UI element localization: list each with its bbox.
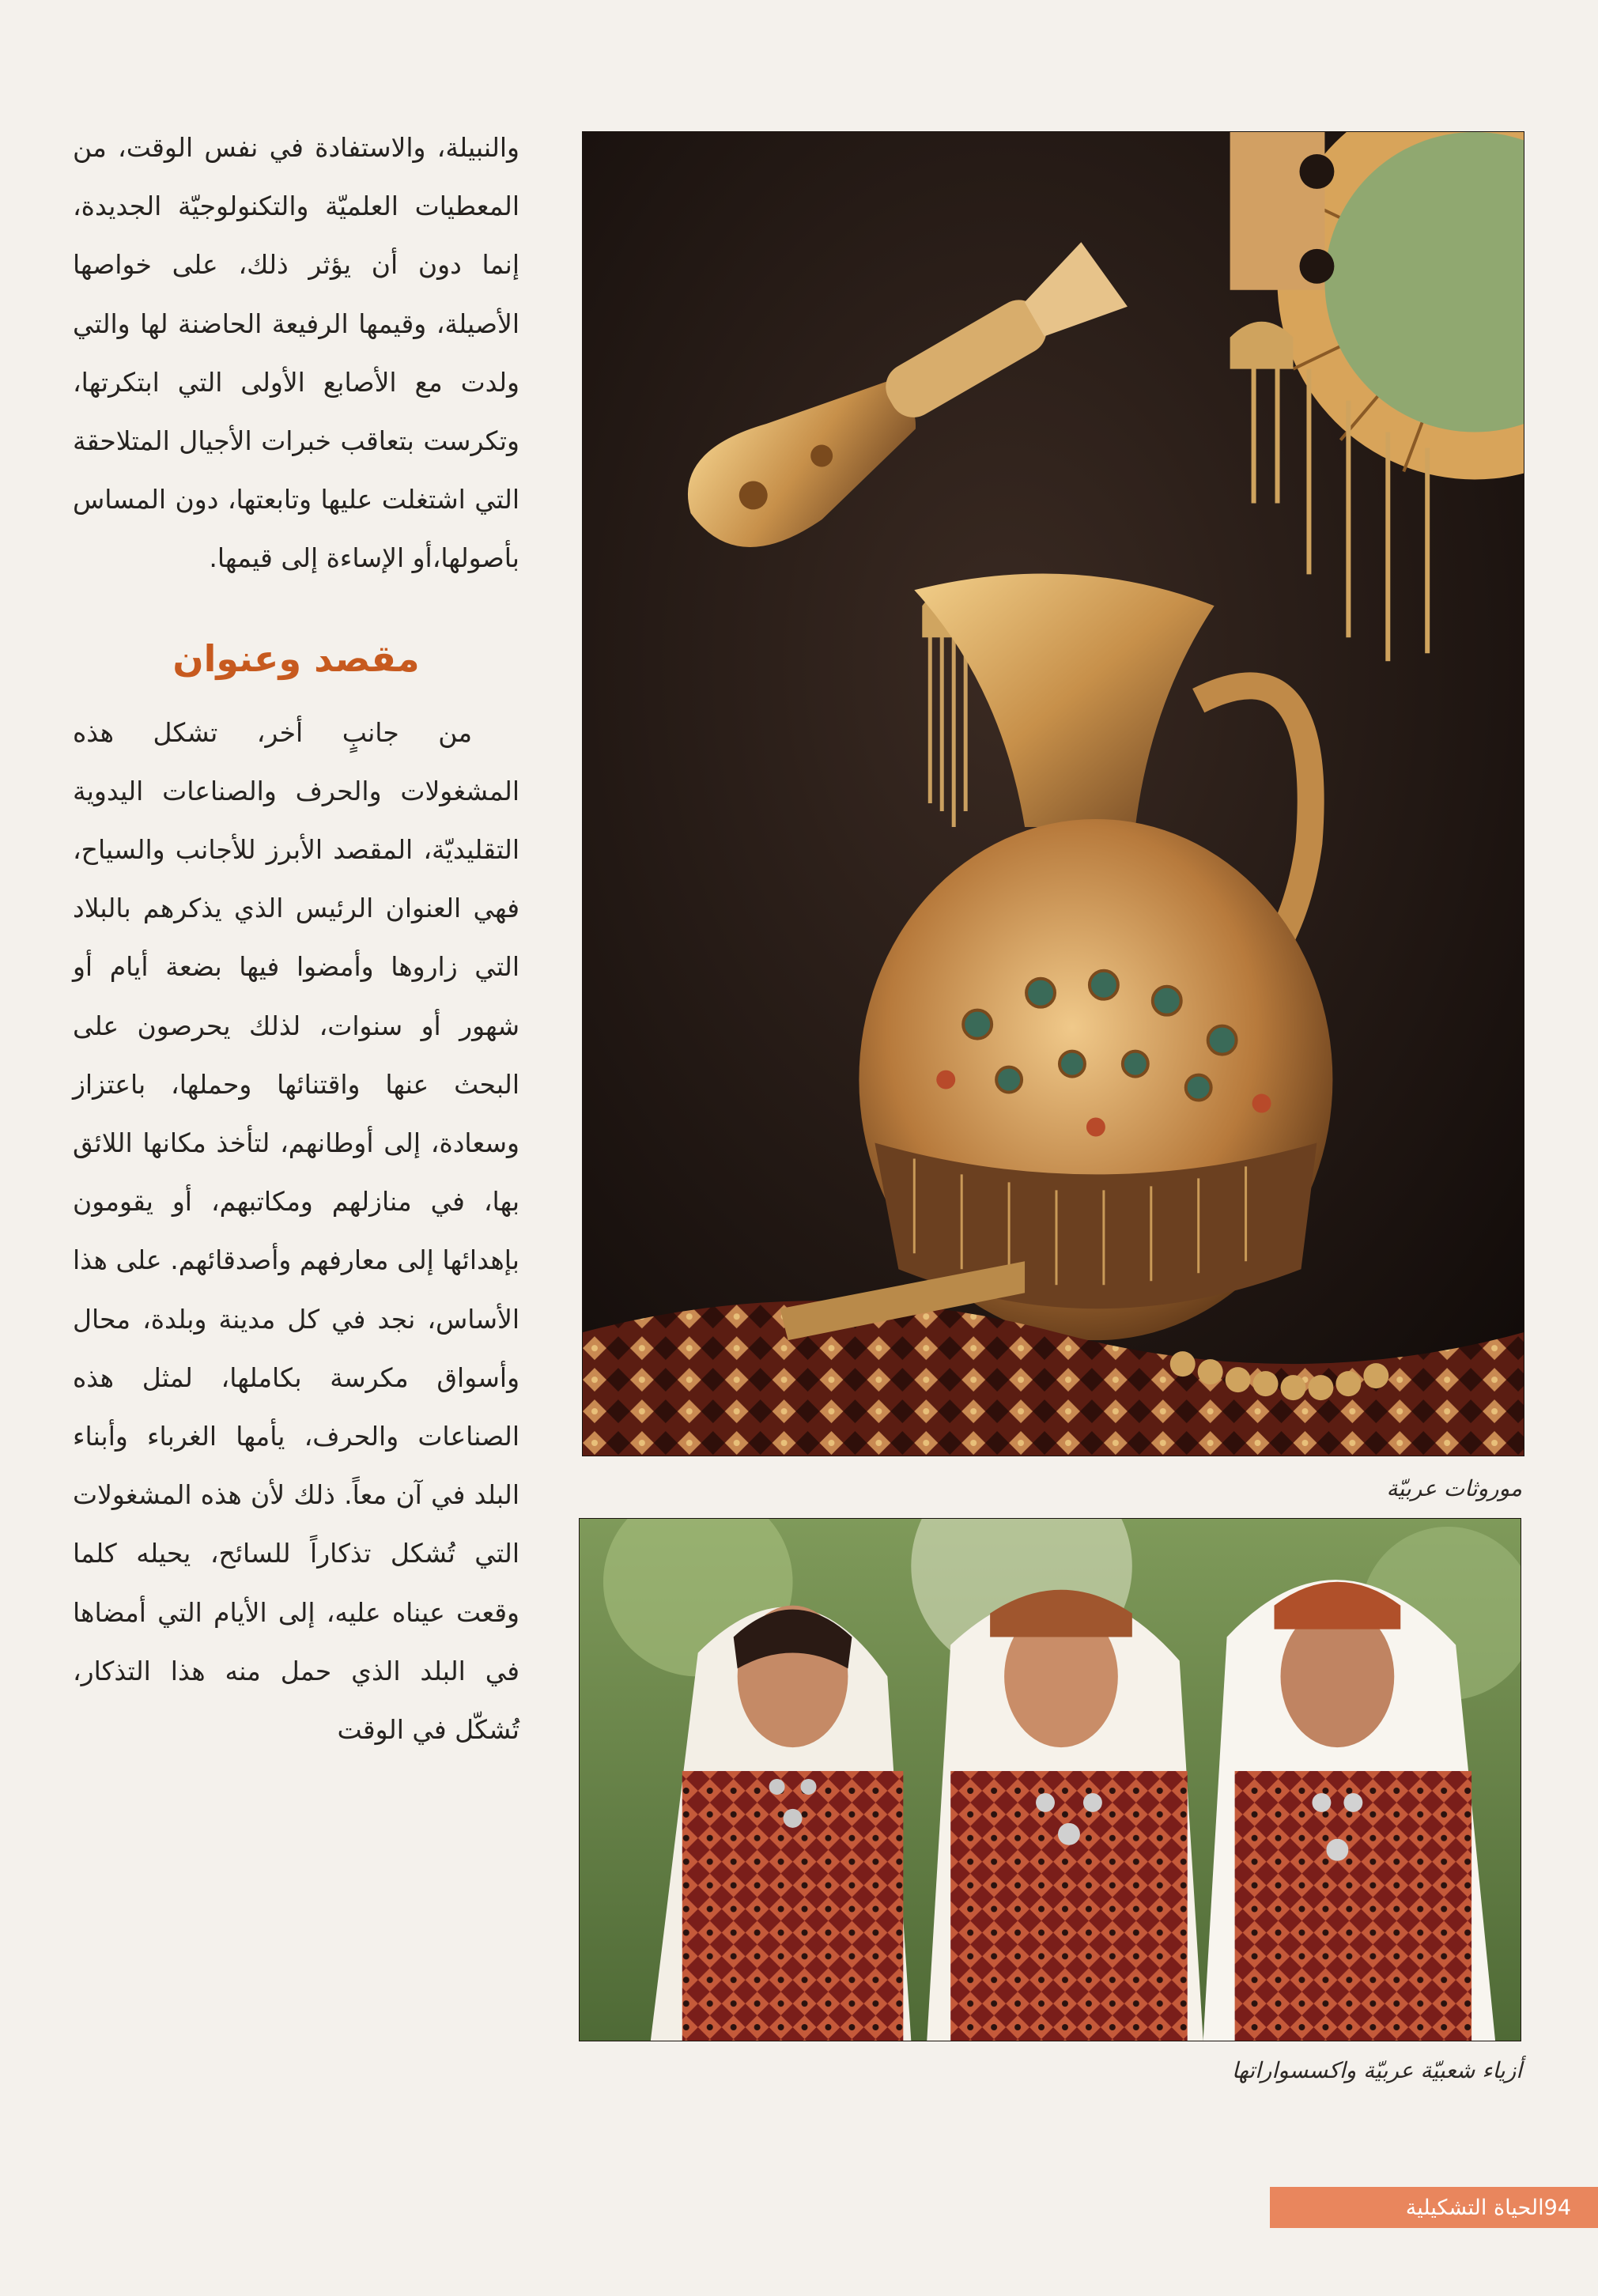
heritage-caption: موروثات عربيّة: [1386, 1475, 1522, 1501]
page-footer-tab: [1270, 2187, 1598, 2228]
article-paragraph-2: من جانبٍ أخر، تشكل هذه المشغولات والحرف والصناعات اليدوية التقليديّة، المقصد الأبرز للأجانب والسياح، فهي العنوان الرئيس الذي يذكرهم بالبلاد التي زاروها وأمضوا فيها بضعة أيام أو شهور أو سنوات، لذلك يحرصون على البحث عنها واقتنائها وحملها، باعتزاز وسعادة، إلى أوطانهم، لتأخذ مكانها اللائق بها، في منازلهم ومكاتبهم، أو يقومون بإهدائها إلى معارفهم وأصدقائهم. على هذا الأساس، نجد في كل مدينة وبلدة، محال وأسواق مكرسة بكاملها، لمثل هذه الصناعات والحرف، يأمها الغرباء وأبناء البلد في آن معاً. ذلك لأن هذه المشغولات التي تُشكل تذكاراً للسائح، يحيله كلما وقعت عيناه عليه، إلى الأيام التي أمضاها في البلد الذي حمل منه هذا التذكار، تُشكّل في الوقت: [73, 716, 519, 1746]
section-heading: مقصد وعنوان: [172, 636, 420, 680]
costumes-caption: أزياء شعبيّة عربيّة واكسسواراتها: [1231, 2057, 1522, 2083]
costumes-photo-image: [580, 1519, 1521, 2041]
page-number: 94: [1543, 2195, 1571, 2220]
costumes-photo: [579, 1518, 1521, 2041]
heritage-photo: [582, 131, 1524, 1456]
magazine-name: الحياة التشكيلية: [1405, 2195, 1544, 2220]
article-text-column: [73, 119, 519, 1759]
heritage-photo-image: [583, 132, 1524, 1456]
article-paragraph-1: والنبيلة، والاستفادة في نفس الوقت، من المعطيات العلميّة والتكنولوجيّة الجديدة، إنما دون أن يؤثر ذلك، على خواصها الأصيلة، وقيمها الرفيعة الحاضنة لها والتي ولدت مع الأصابع الأولى التي ابتكرتها، وتكرست بتعاقب خبرات الأجيال المتلاحقة التي اشتغلت عليها وتابعتها، دون المساس بأصولها،أو الإساءة إلى قيمها.: [73, 132, 519, 574]
